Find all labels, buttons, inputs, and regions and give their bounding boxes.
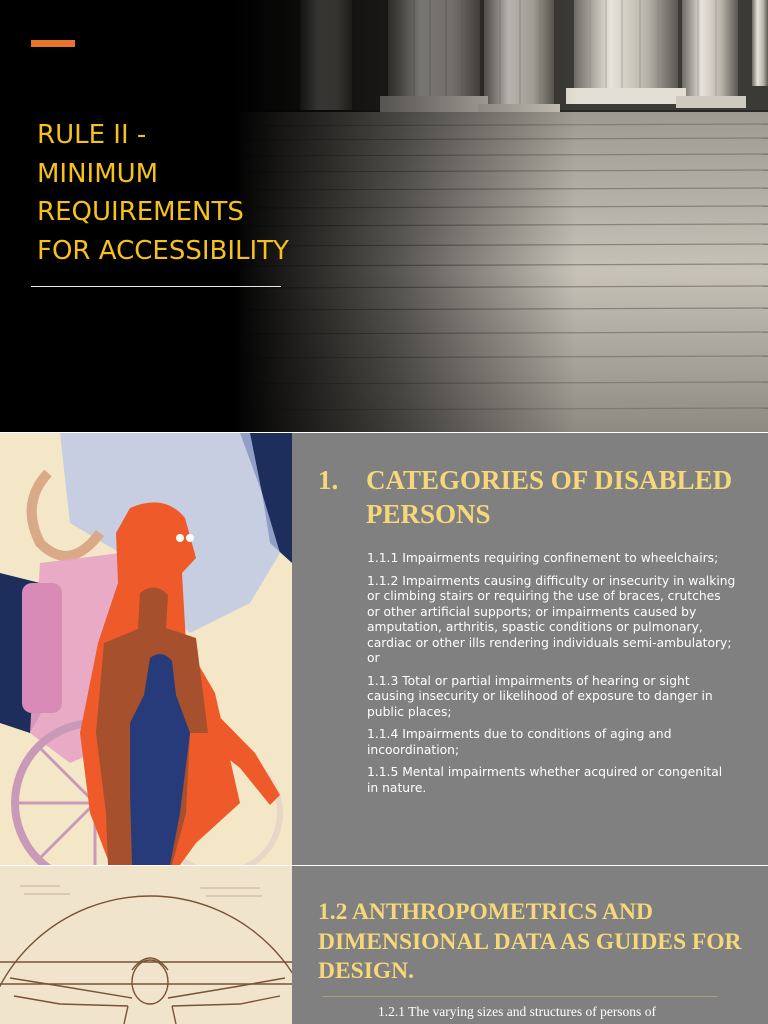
categories-slide (0, 433, 768, 865)
list-item: 1.1.2 Impairments causing difficulty or insecurity in walking or climbing stairs or requiring the use of braces, crutches or other artificial supports; or impairments caused by amputation, arthritis, spastic conditions or pulmonary, cardiac or other ills rendering individuals semi-ambulatory; or (367, 573, 736, 665)
anthropometrics-slide (0, 866, 768, 1024)
list-item: 1.1.4 Impairments due to conditions of aging and incoordination; (367, 727, 672, 757)
anthropometrics-body: 1.2.1 The varying sizes and structures of persons of (378, 1004, 656, 1019)
slide-title (37, 116, 337, 270)
anthropometrics-heading: 1.2 ANTHROPOMETRICS AND DIMENSIONAL DATA AS GUIDES FOR DESIGN. (318, 899, 742, 984)
title-underline (31, 286, 281, 287)
disabled-persons-illustration (0, 433, 292, 865)
title-line-4: FOR ACCESSIBILITY (37, 235, 289, 266)
categories-list (367, 551, 737, 803)
categories-heading (318, 463, 758, 531)
list-item: 1.1.5 Mental impairments whether acquired or congenital in nature. (367, 765, 723, 795)
section-divider (322, 996, 718, 997)
heading-text: CATEGORIES OF DISABLED PERSONS (366, 465, 733, 529)
accent-bar (31, 40, 75, 47)
title-slide (0, 0, 768, 432)
title-line-3: REQUIREMENTS (37, 197, 244, 227)
list-item: 1.1.3 Total or partial impairments of hearing or sight causing insecurity or likelihood of exposure to danger in public places; (367, 673, 713, 719)
list-item: 1.1.1 Impairments requiring confinement to wheelchairs; (367, 551, 719, 565)
vitruvian-man-image (0, 866, 292, 1024)
title-line-1: RULE II - (37, 120, 147, 150)
heading-number: 1. (318, 465, 339, 495)
title-line-2: MINIMUM (37, 158, 159, 189)
